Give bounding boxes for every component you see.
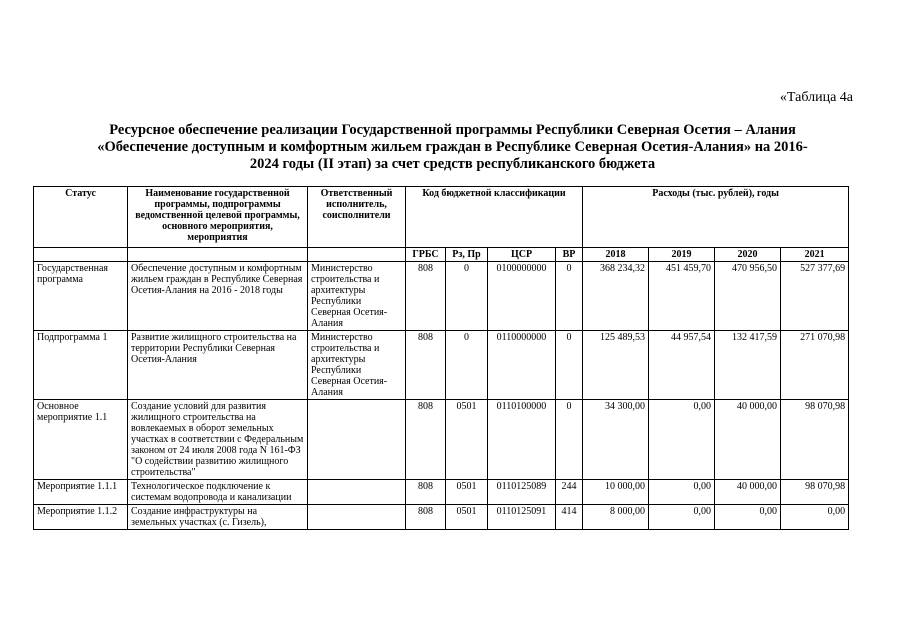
header-expenses: Расходы (тыс. рублей), годы	[583, 187, 849, 248]
cell-rz-pr: 0501	[446, 480, 488, 505]
cell-csr: 0110125091	[488, 505, 556, 530]
cell-2018: 125 489,53	[583, 331, 649, 400]
cell-csr: 0100000000	[488, 262, 556, 331]
cell-name: Создание условий для развития жилищного строительства на вовлекаемых в оборот земельных участках в соответствии с Федеральным законом от 24 июля 2008 года N 161-ФЗ "О содействии развитию жилищного строительства"	[128, 400, 308, 480]
cell-2021: 271 070,98	[781, 331, 849, 400]
cell-2019: 0,00	[649, 400, 715, 480]
header-name: Наименование государственной программы, подпрограммы ведомственной целевой программы, основного мероприятия, мероприятия	[128, 187, 308, 248]
header-vr: ВР	[556, 248, 583, 262]
table-label: «Таблица 4а	[779, 90, 853, 105]
title-line: Ресурсное обеспечение реализации Государственной программы Республики Северная Осетия – Алания	[109, 122, 796, 138]
header-year-2019: 2019	[649, 248, 715, 262]
cell-status: Подпрограмма 1	[34, 331, 128, 400]
table-row	[34, 505, 849, 530]
header-executor: Ответственный исполнитель, соисполнители	[308, 187, 406, 248]
header-blank	[128, 248, 308, 262]
cell-2021: 527 377,69	[781, 262, 849, 331]
cell-vr: 0	[556, 331, 583, 400]
cell-status: Мероприятие 1.1.1	[34, 480, 128, 505]
cell-executor	[308, 400, 406, 480]
cell-grbs: 808	[406, 505, 446, 530]
cell-rz-pr: 0	[446, 262, 488, 331]
cell-executor	[308, 505, 406, 530]
cell-vr: 414	[556, 505, 583, 530]
header-blank	[34, 248, 128, 262]
cell-2020: 132 417,59	[715, 331, 781, 400]
title-line: 2024 годы (II этап) за счет средств республиканского бюджета	[249, 156, 656, 172]
cell-executor: Министерство строительства и архитектуры Республики Северная Осетия-Алания	[308, 331, 406, 400]
cell-2018: 368 234,32	[583, 262, 649, 331]
header-rz-pr: Рз, Пр	[446, 248, 488, 262]
cell-csr: 0110100000	[488, 400, 556, 480]
cell-name: Обеспечение доступным и комфортным жильем граждан в Республике Северная Осетия-Алания на 2016 - 2018 годы	[128, 262, 308, 331]
table-row	[34, 331, 849, 400]
cell-2019: 44 957,54	[649, 331, 715, 400]
cell-2018: 34 300,00	[583, 400, 649, 480]
cell-name: Развитие жилищного строительства на территории Республики Северная Осетия-Алания	[128, 331, 308, 400]
header-year-2020: 2020	[715, 248, 781, 262]
cell-csr: 0110000000	[488, 331, 556, 400]
cell-csr: 0110125089	[488, 480, 556, 505]
cell-vr: 244	[556, 480, 583, 505]
header-status: Статус	[34, 187, 128, 248]
cell-2020: 470 956,50	[715, 262, 781, 331]
cell-executor: Министерство строительства и архитектуры Республики Северная Осетия-Алания	[308, 262, 406, 331]
header-year-2021: 2021	[781, 248, 849, 262]
cell-grbs: 808	[406, 480, 446, 505]
cell-status: Государственная программа	[34, 262, 128, 331]
table-header-row	[34, 187, 849, 248]
cell-grbs: 808	[406, 400, 446, 480]
cell-2021: 98 070,98	[781, 480, 849, 505]
header-year-2018: 2018	[583, 248, 649, 262]
cell-status: Мероприятие 1.1.2	[34, 505, 128, 530]
table-subheader-row	[34, 248, 849, 262]
cell-rz-pr: 0501	[446, 505, 488, 530]
resource-table	[33, 186, 849, 530]
title-line: «Обеспечение доступным и комфортным жильем граждан в Республике Северная Осетия-Алания» на 2016-	[97, 139, 808, 155]
cell-2018: 8 000,00	[583, 505, 649, 530]
cell-2019: 0,00	[649, 480, 715, 505]
cell-grbs: 808	[406, 262, 446, 331]
cell-2020: 40 000,00	[715, 480, 781, 505]
cell-2019: 451 459,70	[649, 262, 715, 331]
document-title	[40, 122, 865, 173]
cell-2020: 40 000,00	[715, 400, 781, 480]
cell-executor	[308, 480, 406, 505]
cell-grbs: 808	[406, 331, 446, 400]
header-budget-code: Код бюджетной классификации	[406, 187, 583, 248]
table-row	[34, 480, 849, 505]
cell-vr: 0	[556, 262, 583, 331]
cell-2018: 10 000,00	[583, 480, 649, 505]
cell-name: Создание инфраструктуры на земельных участках (с. Гизель),	[128, 505, 308, 530]
header-grbs: ГРБС	[406, 248, 446, 262]
header-blank	[308, 248, 406, 262]
cell-2020: 0,00	[715, 505, 781, 530]
cell-name: Технологическое подключение к системам водопровода и канализации	[128, 480, 308, 505]
header-csr: ЦСР	[488, 248, 556, 262]
cell-2021: 0,00	[781, 505, 849, 530]
cell-status: Основное мероприятие 1.1	[34, 400, 128, 480]
cell-rz-pr: 0501	[446, 400, 488, 480]
cell-rz-pr: 0	[446, 331, 488, 400]
cell-vr: 0	[556, 400, 583, 480]
cell-2019: 0,00	[649, 505, 715, 530]
table-row	[34, 262, 849, 331]
table-row	[34, 400, 849, 480]
cell-2021: 98 070,98	[781, 400, 849, 480]
